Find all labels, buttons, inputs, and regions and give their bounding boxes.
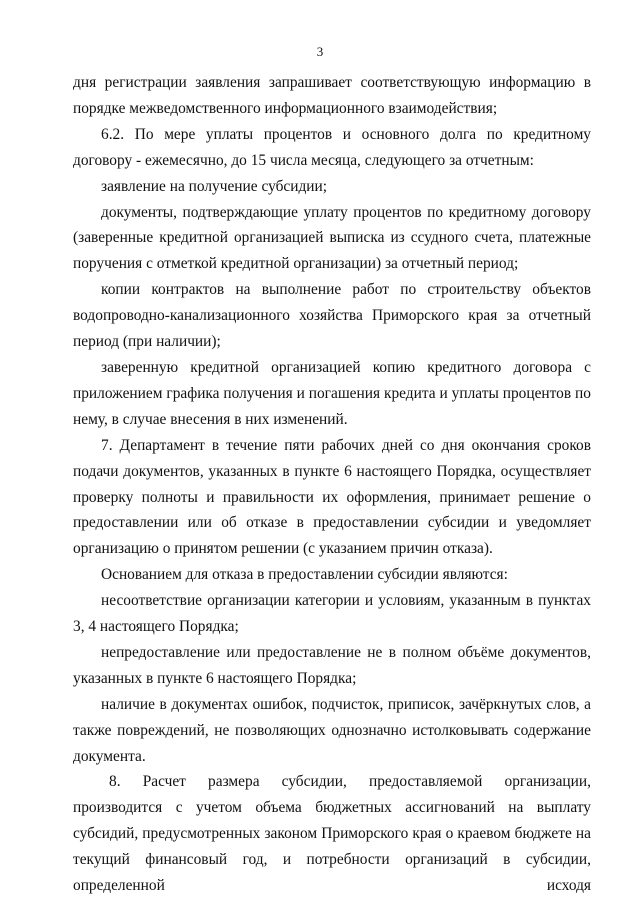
list-item-contract-copies: копии контрактов на выполнение работ по строительству объектов водопроводно-канализационного хозяйства Приморского края за отчетный период (при наличии); [73, 281, 591, 351]
refusal-ground-document-errors: наличие в документах ошибок, подчисток, приписок, зачёркнутых слов, а также повреждений, не позволяющих однозначно истолковывать содержание документа. [73, 695, 591, 765]
document-body [73, 70, 591, 899]
page-number: 3 [316, 44, 324, 59]
list-item-payment-documents: документы, подтверждающие уплату процентов по кредитному договору (заверенные кредитной организацией выписка из ссудного счета, платежные поручения с отметкой кредитной организации) за отчетный период; [73, 203, 591, 273]
refusal-ground-mismatch: несоответствие организации категории и условиям, указанным в пунктах 3, 4 настоящего Порядка; [73, 592, 591, 636]
list-item-credit-agreement-copy: заверенную кредитной организацией копию кредитного договора с приложением графика получения и погашения кредита и уплаты процентов по нему, в случае внесения в них изменений. [73, 358, 591, 428]
paragraph-6-2: 6.2. По мере уплаты процентов и основного долга по кредитному договору - ежемесячно, до 15 числа месяца, следующего за отчетным: [73, 125, 591, 169]
refusal-ground-missing-documents: непредоставление или предоставление не в полном объёме документов, указанных в пункте 6 настоящего Порядка; [73, 643, 591, 687]
paragraph-7: 7. Департамент в течение пяти рабочих дней со дня окончания сроков подачи документов, указанных в пункте 6 настоящего Порядка, осуществляет проверку полноты и правильности их оформления, принимает решение о предоставлении или об отказе в предоставлении субсидии и уведомляет организацию о принятом решении (с указанием причин отказа). [73, 436, 591, 558]
refusal-grounds-heading: Основанием для отказа в предоставлении субсидии являются: [101, 566, 508, 584]
paragraph-continuation: дня регистрации заявления запрашивает соответствующую информацию в порядке межведомственного информационного взаимодействия; [73, 74, 591, 117]
paragraph-8: 8. Расчет размера субсидии, предоставляемой организации, производится с учетом объема бюджетных ассигнований на выплату субсидий, предусмотренных законом Приморского края о краевом бюджете на текущий финансовый год, и потребности организаций в субсидии, определенной исходя [73, 773, 591, 895]
list-item-application: заявление на получение субсидии; [101, 177, 328, 195]
